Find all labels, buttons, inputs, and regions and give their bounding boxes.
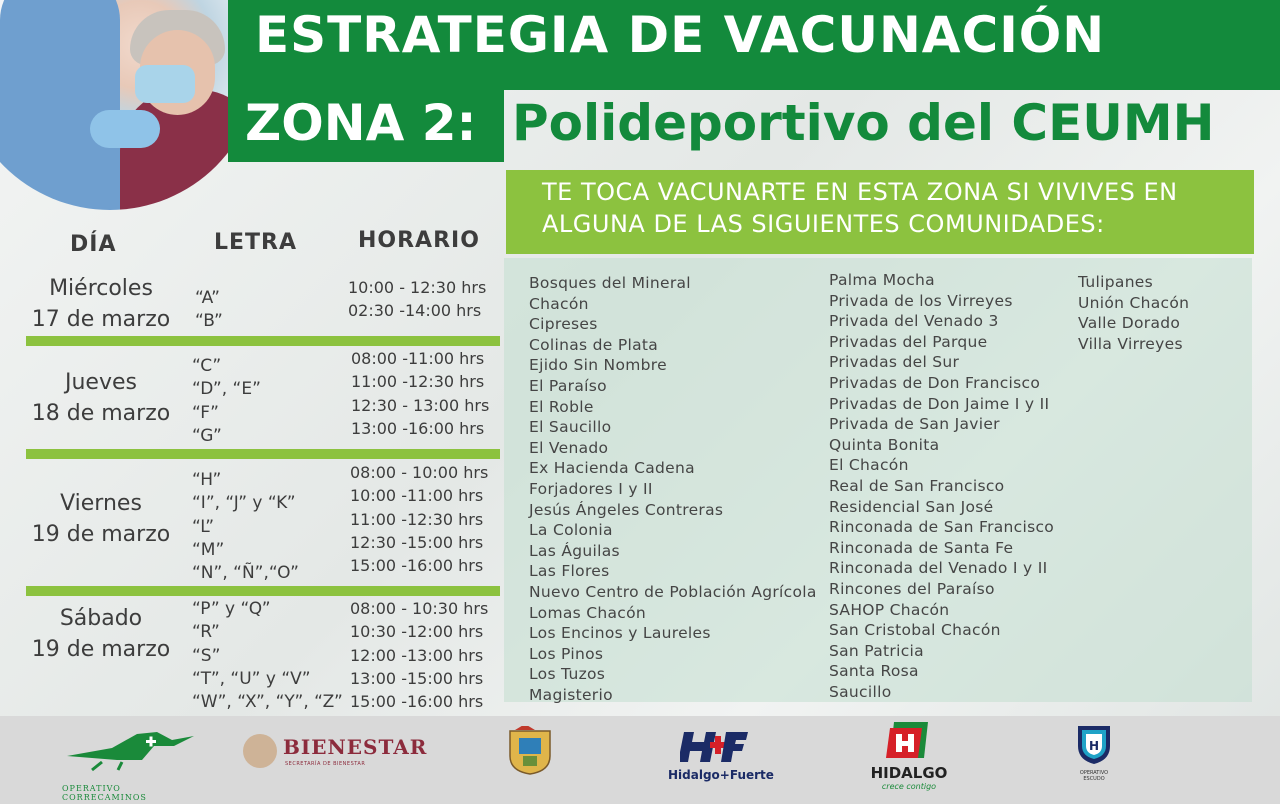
escudo-logo	[1072, 722, 1116, 794]
notice-text	[542, 176, 1242, 240]
community-item: Santa Rosa	[829, 662, 919, 681]
footer-logos	[0, 716, 1280, 804]
hidalgo-logo	[864, 720, 954, 796]
hour-slot: 08:00 - 10:30 hrs	[350, 599, 489, 618]
hour-slot: 10:30 -12:00 hrs	[350, 622, 484, 642]
community-item: Privada de San Javier	[829, 415, 1000, 434]
schedule-day	[26, 603, 176, 665]
notice-line-1: TE TOCA VACUNARTE EN ESTA ZONA SI VIVIVES EN	[542, 178, 1178, 206]
escudo-label: OPERATIVO ESCUDO	[1079, 770, 1109, 782]
correcaminos-logo	[62, 726, 202, 802]
community-item: Forjadores I y II	[529, 479, 653, 498]
nurse-figure	[0, 0, 120, 210]
vaccination-photo	[0, 0, 260, 210]
hf-icon	[680, 730, 750, 764]
community-item: El Paraíso	[529, 376, 607, 395]
hidalgo-coat-of-arms	[505, 726, 555, 786]
hour-slot: 15:00 -16:00 hrs	[350, 692, 484, 712]
hour-slot: 02:30 -14:00 hrs	[348, 301, 482, 321]
zone-name: Polideportivo del CEUMH	[512, 94, 1215, 152]
community-item: Bosques del Mineral	[529, 274, 691, 292]
day-name: Jueves	[65, 370, 137, 395]
national-seal-icon	[243, 734, 277, 768]
day-letters: “A” “B”	[195, 288, 223, 332]
community-item: Valle Dorado	[1078, 314, 1181, 333]
correcaminos-label: OPERATIVO CORRECAMINOS	[62, 784, 147, 802]
community-item: La Colonia	[529, 521, 613, 540]
hidalgo-fuerte-label: Hidalgo+Fuerte	[668, 768, 774, 782]
hour-slot: 12:30 -15:00 hrs	[350, 532, 484, 552]
page-title: ESTRATEGIA DE VACUNACIÓN	[255, 6, 1106, 64]
community-item: Magisterio	[529, 685, 613, 704]
community-item: Tulipanes	[1078, 273, 1154, 291]
community-item: San Patricia	[829, 641, 924, 660]
header-day: DÍA	[70, 232, 117, 257]
hidalgo-h-icon	[886, 720, 932, 760]
community-item: Residencial San José	[829, 497, 994, 516]
community-item: Rinconada de Santa Fe	[829, 538, 1014, 557]
community-item: Lomas Chacón	[529, 603, 647, 622]
hour-slot: 11:00 -12:30 hrs	[351, 372, 485, 392]
community-item: Las Flores	[529, 562, 610, 581]
community-item: Las Águilas	[529, 541, 620, 560]
row-separator	[26, 586, 500, 596]
face-mask	[135, 65, 195, 103]
hour-slot: 08:00 - 10:00 hrs	[350, 463, 489, 482]
community-item: Los Encinos y Laureles	[529, 624, 711, 643]
bienestar-logo	[243, 734, 443, 784]
community-item: El Saucillo	[529, 418, 612, 437]
day-date: 19 de marzo	[31, 637, 171, 662]
community-item: Los Tuzos	[529, 665, 606, 684]
day-date: 19 de marzo	[31, 522, 171, 547]
community-item: Privadas del Sur	[829, 353, 960, 372]
community-item: Ex Hacienda Cadena	[529, 459, 695, 478]
glove-hand	[90, 110, 160, 148]
day-letters: “H” “I”, “J” y “K” “L” “M” “N”, “Ñ”,“O”	[192, 470, 299, 584]
day-letters: “P” y “Q” “R” “S” “T”, “U” y “V” “W”, “X”, “Y”, “Z”	[192, 599, 343, 713]
day-date: 17 de marzo	[31, 307, 171, 332]
day-hours	[350, 461, 488, 577]
community-item: Villa Virreyes	[1078, 334, 1183, 353]
hidalgo-label: HIDALGO	[870, 764, 948, 782]
roadrunner-icon	[62, 726, 202, 774]
community-item: Ejido Sin Nombre	[529, 356, 667, 375]
community-item: Privada de los Virreyes	[829, 291, 1013, 310]
day-date: 18 de marzo	[31, 401, 171, 426]
day-name: Miércoles	[49, 276, 153, 301]
community-item: Jesús Ángeles Contreras	[529, 500, 724, 519]
community-item: Real de San Francisco	[829, 476, 1005, 495]
community-item: Los Pinos	[529, 644, 604, 663]
zone-label: ZONA 2:	[245, 94, 477, 152]
day-name: Viernes	[60, 491, 142, 516]
row-separator	[26, 336, 500, 346]
community-item: Privadas de Don Francisco	[829, 373, 1041, 392]
community-item: El Roble	[529, 397, 594, 416]
community-item: Cipreses	[529, 315, 598, 334]
community-item: Privadas del Parque	[829, 332, 988, 351]
community-item: Privadas de Don Jaime I y II	[829, 394, 1050, 413]
bienestar-sub-label: SECRETARÍA DE BIENESTAR	[285, 761, 366, 767]
row-separator	[26, 449, 500, 459]
hour-slot: 10:00 - 12:30 hrs	[348, 278, 487, 297]
community-item: Rinconada de San Francisco	[829, 518, 1055, 537]
community-item: Chacón	[529, 294, 589, 313]
communities-column-3	[1078, 272, 1189, 354]
day-hours	[350, 597, 488, 713]
hour-slot: 08:00 -11:00 hrs	[351, 349, 485, 368]
community-item: El Venado	[529, 438, 609, 457]
coat-of-arms-icon	[505, 726, 555, 776]
community-item: Colinas de Plata	[529, 335, 659, 354]
community-item: Nuevo Centro de Población Agrícola	[529, 582, 817, 601]
hour-slot: 15:00 -16:00 hrs	[350, 556, 484, 576]
hidalgo-sub-label: crece contigo	[881, 782, 937, 791]
hour-slot: 12:00 -13:00 hrs	[350, 645, 484, 665]
hour-slot: 12:30 - 13:00 hrs	[351, 395, 490, 415]
notice-line-2: ALGUNA DE LAS SIGUIENTES COMUNIDADES:	[542, 210, 1105, 238]
community-item: Privada del Venado 3	[829, 312, 999, 331]
communities-column-1	[529, 273, 817, 705]
communities-column-2	[829, 270, 1054, 702]
day-hours	[348, 276, 486, 323]
hour-slot: 13:00 -16:00 hrs	[351, 418, 485, 438]
schedule-day	[26, 367, 176, 429]
day-name: Sábado	[59, 606, 143, 631]
shield-icon	[1072, 722, 1116, 766]
header-hours: HORARIO	[358, 228, 480, 253]
community-item: Saucillo	[829, 682, 892, 701]
svg-text:H: H	[1088, 739, 1100, 753]
hour-slot: 11:00 -12:30 hrs	[350, 509, 484, 529]
community-item: Palma Mocha	[829, 271, 935, 289]
schedule-day	[26, 273, 176, 335]
community-item: El Chacón	[829, 456, 909, 475]
hour-slot: 13:00 -15:00 hrs	[350, 668, 484, 688]
community-item: Quinta Bonita	[829, 435, 940, 454]
schedule-day	[26, 488, 176, 550]
community-item: Unión Chacón	[1078, 293, 1190, 312]
hidalgo-fuerte-logo	[668, 730, 774, 790]
header-letter: LETRA	[214, 230, 298, 255]
day-letters: “C” “D”, “E” “F” “G”	[192, 356, 261, 446]
hour-slot: 10:00 -11:00 hrs	[350, 486, 484, 506]
bienestar-label: BIENESTAR	[283, 735, 428, 759]
community-item: Rincones del Paraíso	[829, 579, 995, 598]
community-item: San Cristobal Chacón	[829, 621, 1001, 640]
community-item: Rinconada del Venado I y II	[829, 559, 1048, 578]
community-item: SAHOP Chacón	[829, 600, 950, 619]
day-hours	[351, 347, 489, 440]
